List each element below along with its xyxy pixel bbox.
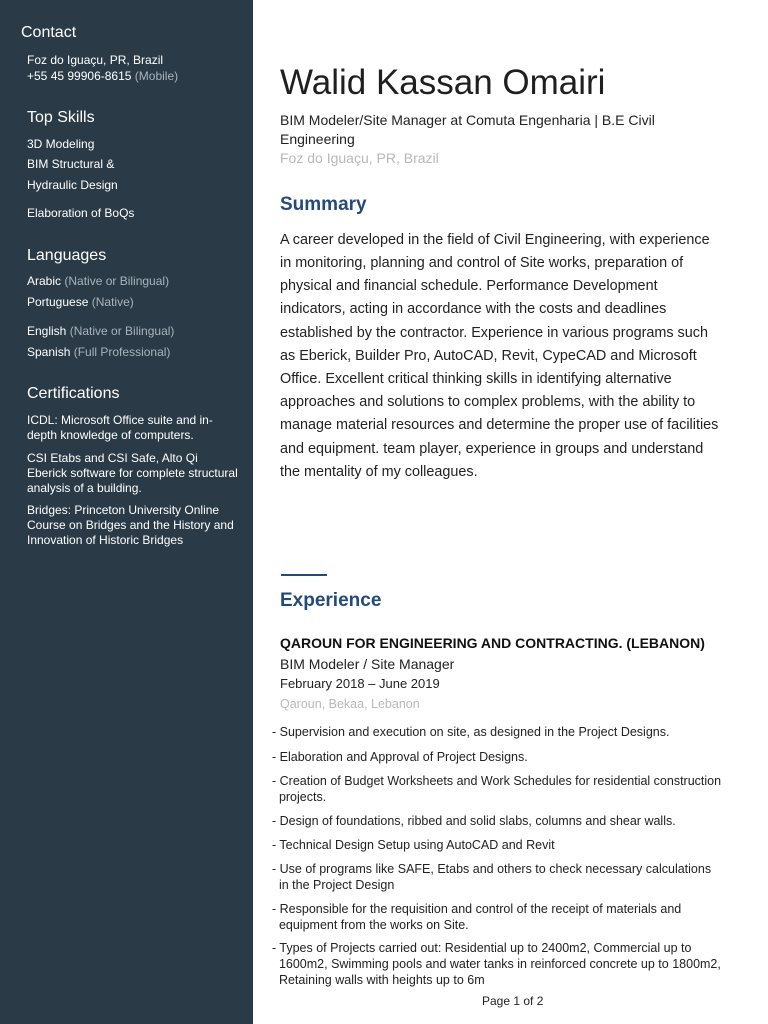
list-item	[272, 837, 555, 853]
headline	[280, 111, 655, 149]
summary-heading: Summary	[280, 194, 367, 215]
summary-line: the mentality of my colleagues.	[280, 464, 478, 480]
summary-line: established by the contractor. Experience in various programs such	[280, 325, 708, 341]
certification-line: depth knowledge of computers.	[27, 428, 194, 442]
language-level: (Native or Bilingual)	[69, 324, 175, 338]
certification-line: Innovation of Historic Bridges	[27, 533, 184, 547]
bullet-line: - Design of foundations, ribbed and solid slabs, columns and shear walls.	[272, 814, 676, 828]
summary-line: Office. Excellent critical thinking skills in identifying alternative	[280, 371, 672, 387]
headline-line: BIM Modeler/Site Manager at Comuta Engenharia | B.E Civil	[280, 112, 655, 128]
summary-line: A career developed in the field of Civil Engineering, with experience	[280, 232, 710, 248]
certification-line: CSI Etabs and CSI Safe, Alto Qi	[27, 451, 198, 465]
summary-line: approaches and solutions to complex problems, with the ability to	[280, 394, 696, 410]
list-item	[272, 773, 721, 805]
skill-item: 3D Modeling	[27, 137, 95, 151]
languages-heading: Languages	[27, 247, 107, 264]
bullet-line: equipment from the works on Site.	[272, 918, 469, 932]
certification-line: analysis of a building.	[27, 481, 142, 495]
contact-phone[interactable]: +55 45 99906-8615	[27, 69, 132, 83]
page-number: Page 1 of 2	[482, 994, 544, 1008]
job-location: Qaroun, Bekaa, Lebanon	[280, 697, 420, 711]
person-name: Walid Kassan Omairi	[280, 63, 606, 102]
bullet-line: Retaining walls with heights up to 6m	[272, 973, 485, 987]
language-name: English	[27, 324, 67, 338]
bullet-line: 1600m2, Swimming pools and water tanks in reinforced concrete up to 1800m2,	[272, 957, 721, 971]
list-item	[272, 813, 676, 829]
language-item	[27, 345, 170, 360]
bullet-line: - Technical Design Setup using AutoCAD and Revit	[272, 838, 555, 852]
bullet-line: in the Project Design	[272, 878, 395, 892]
skill-item: Hydraulic Design	[27, 178, 118, 192]
bullet-line: - Responsible for the requisition and control of the receipt of materials and	[272, 902, 682, 916]
list-item	[272, 724, 669, 740]
sidebar	[0, 0, 253, 1024]
contact-heading: Contact	[21, 24, 77, 41]
list-item	[272, 749, 528, 765]
bullet-line: - Supervision and execution on site, as designed in the Project Designs.	[272, 725, 670, 739]
certification-line: ICDL: Microsoft Office suite and in-	[27, 413, 213, 427]
certification-line: Course on Bridges and the History and	[27, 518, 234, 532]
skill-item: BIM Structural &	[27, 157, 115, 171]
list-item	[272, 861, 711, 893]
summary-line: in monitoring, planning and control of Site works, preparation of	[280, 255, 684, 271]
certifications-heading: Certifications	[27, 385, 120, 402]
language-name: Arabic	[27, 274, 62, 288]
bullet-line: - Use of programs like SAFE, Etabs and others to check necessary calculations	[272, 862, 712, 876]
language-level: (Native)	[91, 295, 134, 309]
summary-line: indicators, acting in accordance with the costs and deadlines	[280, 301, 667, 317]
summary-line: and equipment. team player, experience in groups and understand	[280, 441, 704, 457]
bullet-line: projects.	[272, 790, 327, 804]
certification-line: Eberick software for complete structural	[27, 466, 238, 480]
language-name: Portuguese	[27, 295, 89, 309]
main-content	[253, 0, 768, 1024]
language-item	[27, 324, 174, 339]
language-level: (Full Professional)	[73, 345, 171, 359]
language-name: Spanish	[27, 345, 71, 359]
list-item	[272, 940, 721, 988]
certification-item	[27, 451, 238, 496]
language-level: (Native or Bilingual)	[64, 274, 170, 288]
contact-phone-row	[27, 69, 178, 84]
company-name: QAROUN FOR ENGINEERING AND CONTRACTING. (LEBANON)	[280, 635, 705, 651]
section-divider	[281, 574, 327, 576]
language-item	[27, 274, 169, 289]
experience-heading: Experience	[280, 590, 382, 611]
bullet-line: - Elaboration and Approval of Project Designs.	[272, 750, 528, 764]
contact-location: Foz do Iguaçu, PR, Brazil	[27, 53, 164, 67]
contact-phone-type: (Mobile)	[134, 69, 179, 83]
language-item	[27, 295, 134, 310]
summary-line: physical and financial schedule. Performance Development	[280, 278, 658, 294]
certification-item	[27, 413, 213, 443]
top-skills-heading: Top Skills	[27, 109, 95, 126]
job-dates: February 2018 – June 2019	[280, 676, 440, 691]
summary-line: manage material resources and determine the proper use of facilities	[280, 417, 719, 433]
certification-item	[27, 503, 234, 548]
skill-item: Elaboration of BoQs	[27, 206, 135, 220]
bullet-line: - Types of Projects carried out: Residential up to 2400m2, Commercial up to	[272, 941, 692, 955]
list-item	[272, 901, 681, 933]
bullet-line: - Creation of Budget Worksheets and Work Schedules for residential construction	[272, 774, 722, 788]
headline-line: Engineering	[280, 131, 355, 147]
certification-line: Bridges: Princeton University Online	[27, 503, 220, 517]
header-location: Foz do Iguaçu, PR, Brazil	[280, 150, 439, 166]
job-title: BIM Modeler / Site Manager	[280, 656, 455, 672]
summary-line: as Eberick, Builder Pro, AutoCAD, Revit, CypeCAD and Microsoft	[280, 348, 697, 364]
